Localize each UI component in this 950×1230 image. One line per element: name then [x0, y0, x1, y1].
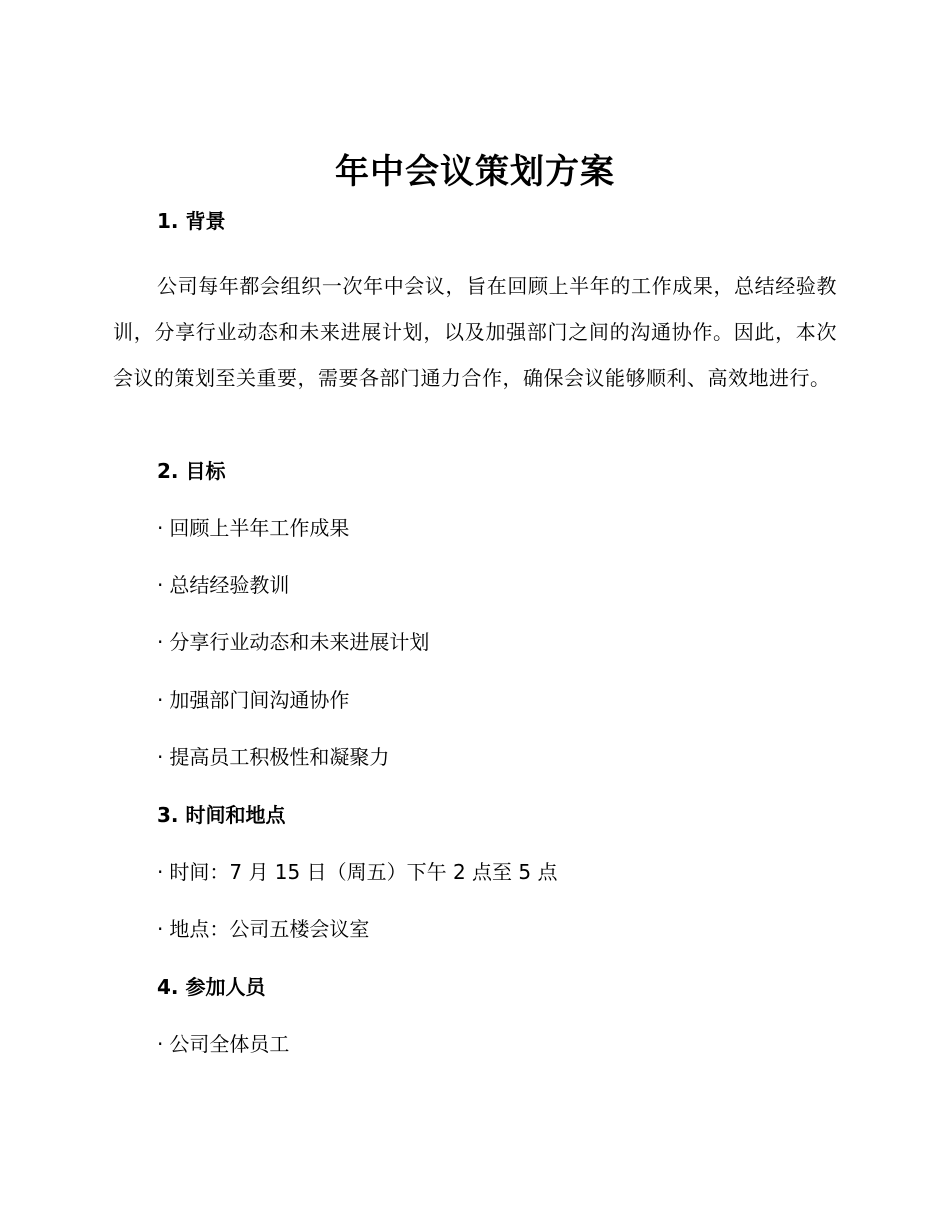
bullet-icon: ·	[157, 1032, 164, 1056]
bullet-icon: ·	[157, 573, 164, 597]
section-heading-participants: 4. 参加人员	[157, 975, 266, 999]
section-heading-goals: 2. 目标	[157, 459, 226, 483]
section-heading-time-place: 3. 时间和地点	[157, 803, 286, 827]
list-item-text: 加强部门间沟通协作	[169, 688, 350, 712]
list-item-text: 时间：7 月 15 日（周五）下午 2 点至 5 点	[169, 860, 558, 884]
bullet-icon: ·	[157, 630, 164, 654]
list-item	[157, 571, 289, 599]
list-item-text: 分享行业动态和未来进展计划	[169, 630, 430, 654]
list-item-text: 公司全体员工	[169, 1032, 290, 1056]
bullet-icon: ·	[157, 516, 164, 540]
list-item	[157, 514, 349, 542]
list-item	[157, 686, 349, 714]
bullet-icon: ·	[157, 745, 164, 769]
bullet-icon: ·	[157, 688, 164, 712]
section-heading-background: 1. 背景	[157, 209, 226, 233]
list-item-text: 回顾上半年工作成果	[169, 516, 350, 540]
background-paragraph: 公司每年都会组织一次年中会议，旨在回顾上半年的工作成果，总结经验教训，分享行业动态和未来进展计划，以及加强部门之间的沟通协作。因此，本次会议的策划至关重要，需要各部门通力合作，确保会议能够顺利、高效地进行。	[113, 274, 837, 390]
document-title: 年中会议策划方案	[335, 152, 615, 192]
list-item	[157, 1030, 289, 1058]
list-item	[157, 858, 557, 886]
list-item-text: 地点：公司五楼会议室	[169, 917, 370, 941]
list-item	[157, 628, 429, 656]
bullet-icon: ·	[157, 860, 164, 884]
list-item	[157, 915, 369, 943]
list-item-text: 提高员工积极性和凝聚力	[169, 745, 390, 769]
list-item-text: 总结经验教训	[169, 573, 290, 597]
bullet-icon: ·	[157, 917, 164, 941]
list-item	[157, 743, 389, 771]
